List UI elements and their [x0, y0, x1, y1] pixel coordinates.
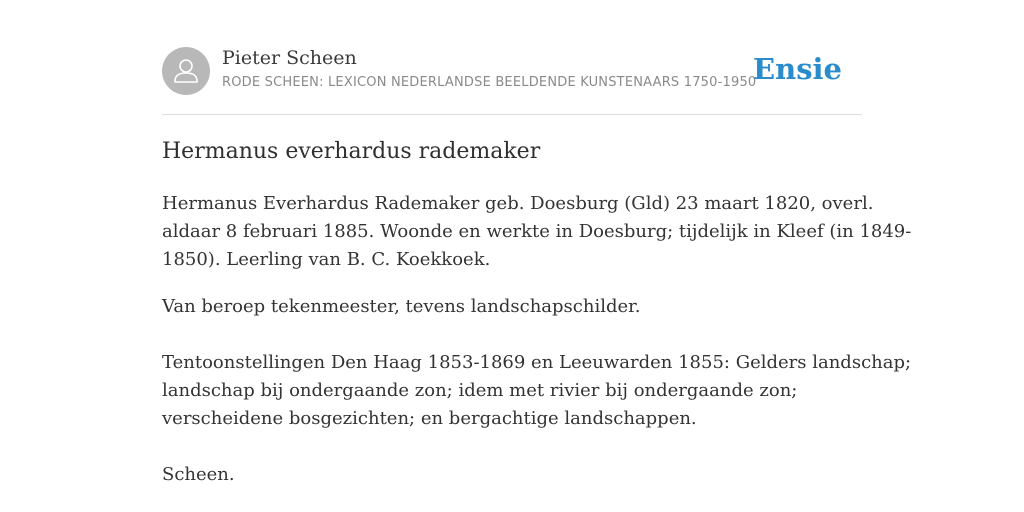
- user-icon: [162, 47, 210, 95]
- paragraph-line: landschap bij ondergaande zon; idem met rivier bij ondergaande zon;: [162, 380, 798, 401]
- author-name[interactable]: Pieter Scheen: [222, 47, 357, 69]
- paragraph-line: Hermanus Everhardus Rademaker geb. Doesburg (Gld) 23 maart 1820, overl.: [162, 193, 874, 214]
- article-paragraph: [162, 349, 912, 433]
- paragraph-line: Scheen.: [162, 464, 235, 485]
- article-header: [162, 44, 862, 115]
- article-title: Hermanus everhardus rademaker: [162, 139, 541, 164]
- paragraph-line: aldaar 8 februari 1885. Woonde en werkte in Doesburg; tijdelijk in Kleef (in 1849-: [162, 221, 912, 242]
- article-paragraph: [162, 293, 872, 321]
- paragraph-line: 1850). Leerling van B. C. Koekkoek.: [162, 249, 491, 270]
- paragraph-line: Van beroep tekenmeester, tevens landschapschilder.: [162, 296, 641, 317]
- article-paragraph: [162, 461, 872, 489]
- paragraph-line: Tentoonstellingen Den Haag 1853-1869 en Leeuwarden 1855: Gelders landschap;: [162, 352, 912, 373]
- avatar[interactable]: [162, 47, 210, 95]
- paragraph-line: verscheidene bosgezichten; en bergachtige landschappen.: [162, 408, 697, 429]
- ensie-logo[interactable]: Ensie: [753, 52, 842, 86]
- source-title[interactable]: RODE SCHEEN: LEXICON NEDERLANDSE BEELDENDE KUNSTENAARS 1750-1950: [222, 75, 757, 90]
- article-paragraph: [162, 190, 912, 274]
